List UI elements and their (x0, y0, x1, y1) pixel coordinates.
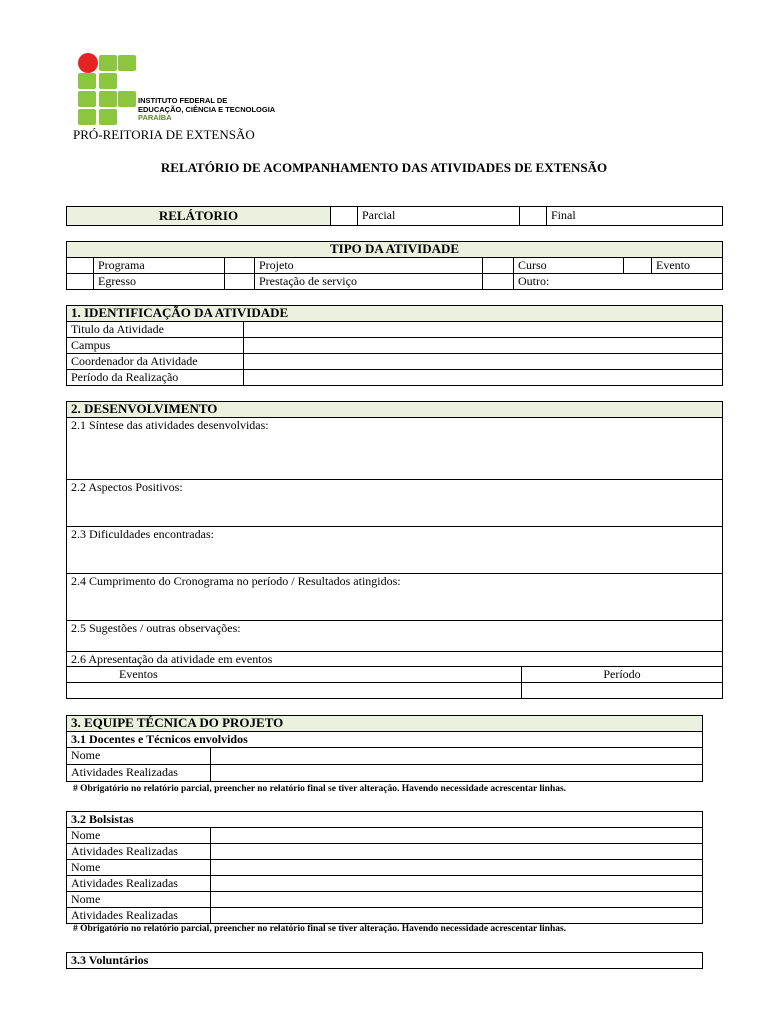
programa-label: Programa (94, 258, 225, 274)
docente-atividades-label: Atividades Realizadas (67, 765, 211, 782)
prestacao-checkbox[interactable] (225, 274, 255, 290)
eventos-field[interactable] (67, 683, 522, 699)
relatorio-label: RELÁTORIO (67, 207, 331, 226)
bolsista-nome-field[interactable] (211, 860, 703, 876)
relatorio-table (66, 206, 723, 226)
evento-checkbox[interactable] (624, 258, 652, 274)
logo-square (99, 91, 117, 107)
prestacao-label: Prestação de serviço (255, 274, 483, 290)
desenvolvimento-header: 2. DESENVOLVIMENTO (67, 402, 723, 418)
tipo-atividade-header: TIPO DA ATIVIDADE (67, 242, 723, 258)
logo-square (78, 91, 96, 107)
logo-square (99, 55, 117, 71)
periodo-realizacao-field[interactable] (244, 370, 723, 386)
bolsista-nome-label: Nome (67, 860, 211, 876)
logo-line-3: PARAÍBA (138, 113, 172, 122)
periodo-field[interactable] (522, 683, 723, 699)
curso-label: Curso (514, 258, 624, 274)
obrigatorio-note: # Obrigatório no relatório parcial, preencher no relatório final se tiver alteração. Havendo necessidade acrescentar linhas. (73, 784, 567, 794)
final-label: Final (547, 207, 723, 226)
bolsista-nome-label: Nome (67, 892, 211, 908)
bolsista-atividades-field[interactable] (211, 876, 703, 892)
evento-label: Evento (652, 258, 723, 274)
sugestoes-field[interactable]: 2.5 Sugestões / outras observações: (67, 621, 723, 652)
bolsistas-header: 3.2 Bolsistas (67, 812, 703, 828)
logo-text (138, 97, 275, 123)
coordenador-field[interactable] (244, 354, 723, 370)
pro-reitoria-label: PRÓ-REITORIA DE EXTENSÃO (73, 127, 255, 142)
bolsista-atividades-label: Atividades Realizadas (67, 908, 211, 924)
curso-checkbox[interactable] (483, 258, 514, 274)
periodo-header: Período (522, 667, 723, 683)
identificacao-table (66, 305, 723, 386)
campus-label: Campus (67, 338, 244, 354)
voluntarios-header: 3.3 Voluntários (67, 953, 703, 969)
bolsista-nome-field[interactable] (211, 892, 703, 908)
document-title: RELATÓRIO DE ACOMPANHAMENTO DAS ATIVIDADES DE EXTENSÃO (160, 160, 608, 175)
docente-nome-field[interactable] (211, 748, 703, 765)
obrigatorio-note: # Obrigatório no relatório parcial, preencher no relatório final se tiver alteração. Havendo necessidade acrescentar linhas. (73, 924, 567, 934)
parcial-label: Parcial (358, 207, 520, 226)
logo-square (118, 55, 136, 71)
final-checkbox[interactable] (520, 207, 547, 226)
parcial-checkbox[interactable] (331, 207, 358, 226)
logo-square (99, 109, 117, 125)
bolsista-atividades-label: Atividades Realizadas (67, 844, 211, 860)
bolsista-atividades-field[interactable] (211, 844, 703, 860)
cronograma-field[interactable]: 2.4 Cumprimento do Cronograma no período / Resultados atingidos: (67, 574, 723, 621)
logo-line-1: INSTITUTO FEDERAL DE (138, 96, 228, 105)
tipo-atividade-table (66, 241, 723, 290)
aspectos-positivos-field[interactable]: 2.2 Aspectos Positivos: (67, 480, 723, 527)
logo-square (118, 91, 136, 107)
campus-field[interactable] (244, 338, 723, 354)
docente-atividades-field[interactable] (211, 765, 703, 782)
desenvolvimento-table (66, 401, 723, 699)
coordenador-label: Coordenador da Atividade (67, 354, 244, 370)
logo-square (78, 109, 96, 125)
apresentacao-label: 2.6 Apresentação da atividade em eventos (67, 652, 723, 667)
voluntarios-table (66, 952, 703, 969)
equipe-table (66, 715, 703, 782)
outro-checkbox[interactable] (483, 274, 514, 290)
bolsista-nome-field[interactable] (211, 828, 703, 844)
titulo-atividade-label: Titulo da Atividade (67, 322, 244, 338)
logo-square (99, 73, 117, 89)
titulo-atividade-field[interactable] (244, 322, 723, 338)
eventos-header: Eventos (67, 667, 522, 683)
equipe-header: 3. EQUIPE TÉCNICA DO PROJETO (67, 716, 703, 732)
logo-line-2: EDUCAÇÃO, CIÊNCIA E TECNOLOGIA (138, 104, 276, 114)
egresso-checkbox[interactable] (67, 274, 94, 290)
bolsista-nome-label: Nome (67, 828, 211, 844)
logo-square (78, 73, 96, 89)
periodo-realizacao-label: Período da Realização (67, 370, 244, 386)
projeto-checkbox[interactable] (225, 258, 255, 274)
docente-nome-label: Nome (67, 748, 211, 765)
docentes-header: 3.1 Docentes e Técnicos envolvidos (67, 732, 703, 748)
identificacao-header: 1. IDENTIFICAÇÃO DA ATIVIDADE (67, 306, 723, 322)
bolsistas-table (66, 811, 703, 924)
programa-checkbox[interactable] (67, 258, 94, 274)
projeto-label: Projeto (255, 258, 483, 274)
bolsista-atividades-field[interactable] (211, 908, 703, 924)
sintese-field[interactable]: 2.1 Síntese das atividades desenvolvidas: (67, 418, 723, 480)
logo-red-dot (78, 53, 98, 73)
egresso-label: Egresso (94, 274, 225, 290)
bolsista-atividades-label: Atividades Realizadas (67, 876, 211, 892)
dificuldades-field[interactable]: 2.3 Dificuldades encontradas: (67, 527, 723, 574)
outro-label: Outro: (514, 274, 723, 290)
